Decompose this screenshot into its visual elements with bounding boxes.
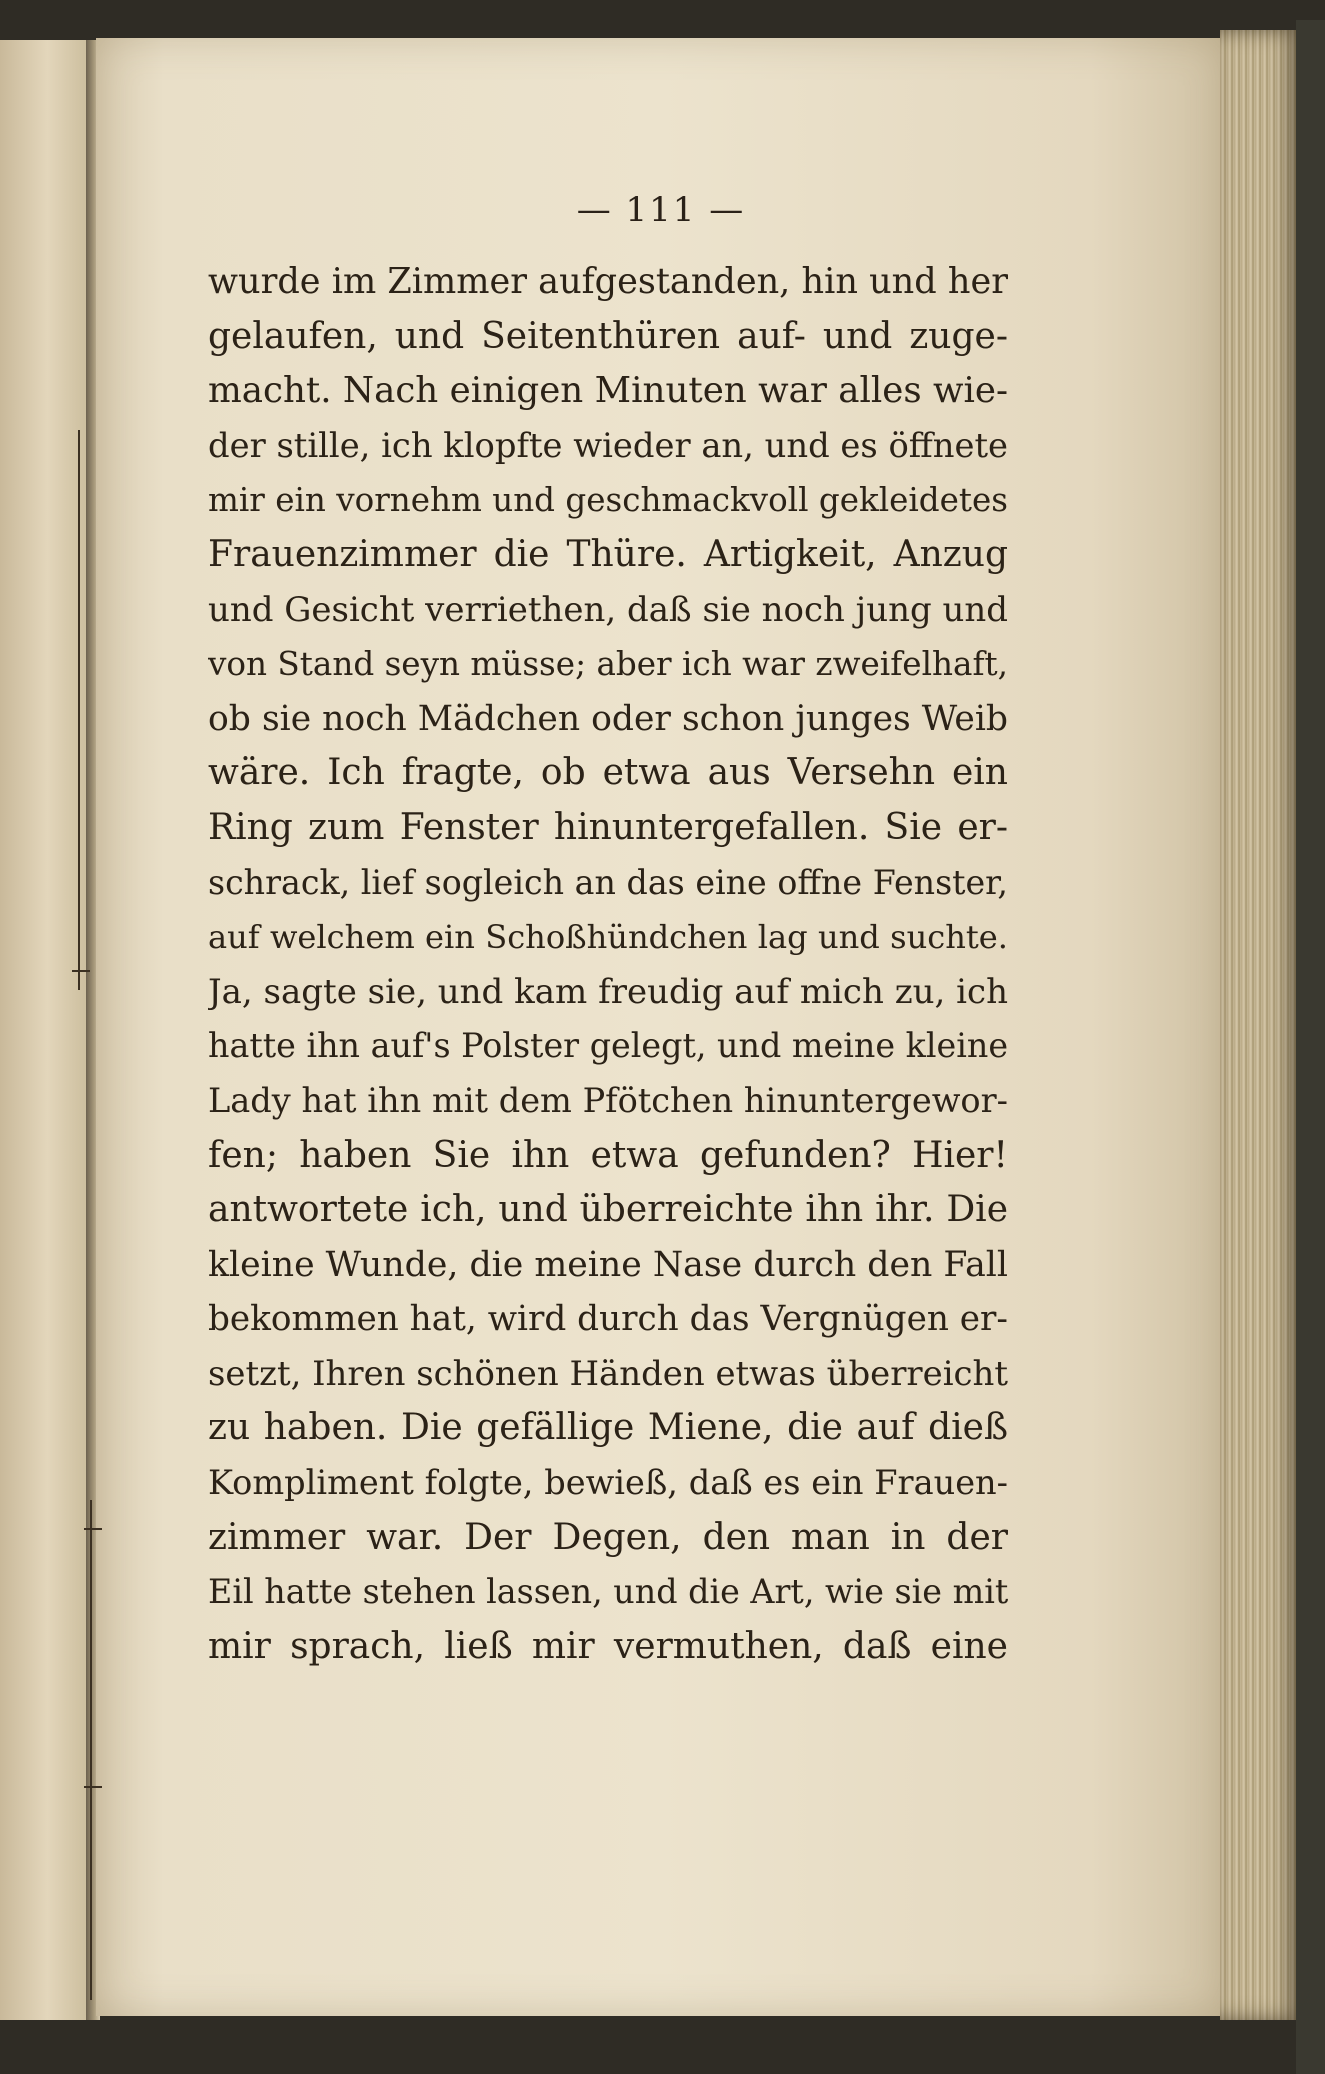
text-line: hatte ihn auf's Polster gelegt, und meine kleine (208, 1026, 1008, 1066)
text-line: Kompliment folgte, bewieß, daß es ein Frauen- (208, 1463, 1008, 1503)
text-line: antwortete ich, und überreichte ihn ihr. Die (208, 1189, 1008, 1231)
text-line: zimmer war. Der Degen, den man in der (208, 1516, 1008, 1558)
text-line: und Gesicht verriethen, daß sie noch jung und (208, 589, 1008, 630)
text-line: macht. Nach einigen Minuten war alles wie- (208, 370, 1008, 412)
body-text (208, 255, 1008, 1674)
margin-rule-mark (78, 430, 80, 990)
text-line: wurde im Zimmer aufgestanden, hin und her (208, 261, 1008, 302)
text-line: schrack, lief sogleich an das eine offne Fenster, (208, 862, 1008, 902)
text-line: Ja, sagte sie, und kam freudig auf mich zu, ich (208, 971, 1008, 1012)
text-line: Lady hat ihn mit dem Pfötchen hinuntergewor- (208, 1080, 1008, 1120)
text-line: wäre. Ich fragte, ob etwa aus Versehn ein (208, 752, 1008, 794)
text-line: zu haben. Die gefällige Miene, die auf dieß (208, 1407, 1008, 1449)
margin-tick (84, 1528, 102, 1530)
text-line: setzt, Ihren schönen Händen etwas überreicht (208, 1353, 1008, 1393)
text-line: fen; haben Sie ihn etwa gefunden? Hier! (208, 1134, 1008, 1176)
text-line: ob sie noch Mädchen oder schon junges Weib (208, 698, 1008, 739)
page-edges (1220, 30, 1300, 2020)
text-line: gelaufen, und Seitenthüren auf- und zuge- (208, 315, 1008, 357)
text-line: Frauenzimmer die Thüre. Artigkeit, Anzug (208, 533, 1008, 575)
text-line: bekommen hat, wird durch das Vergnügen er- (208, 1299, 1008, 1340)
margin-tick (72, 970, 90, 972)
text-line: mir sprach, ließ mir vermuthen, daß eine (208, 1625, 1008, 1667)
text-line: mir ein vornehm und geschmackvoll gekleidetes (208, 481, 1008, 520)
text-line: der stille, ich klopfte wieder an, und es öffnete (208, 425, 1008, 465)
text-line: von Stand seyn müsse; aber ich war zweifelhaft, (208, 645, 1008, 684)
page-number: — 111 — (576, 190, 746, 230)
text-line: Ring zum Fenster hinuntergefallen. Sie er- (208, 806, 1008, 848)
text-line: Eil hatte stehen lassen, und die Art, wie sie mit (208, 1572, 1008, 1612)
text-line: auf welchem ein Schoßhündchen lag und suchte. (208, 918, 1008, 957)
text-line: kleine Wunde, die meine Nase durch den Fall (208, 1244, 1008, 1285)
margin-rule-mark (90, 1500, 92, 2000)
margin-tick (84, 1786, 102, 1788)
book-cover-edge (1296, 20, 1325, 2074)
facing-page-edge (0, 40, 88, 2020)
